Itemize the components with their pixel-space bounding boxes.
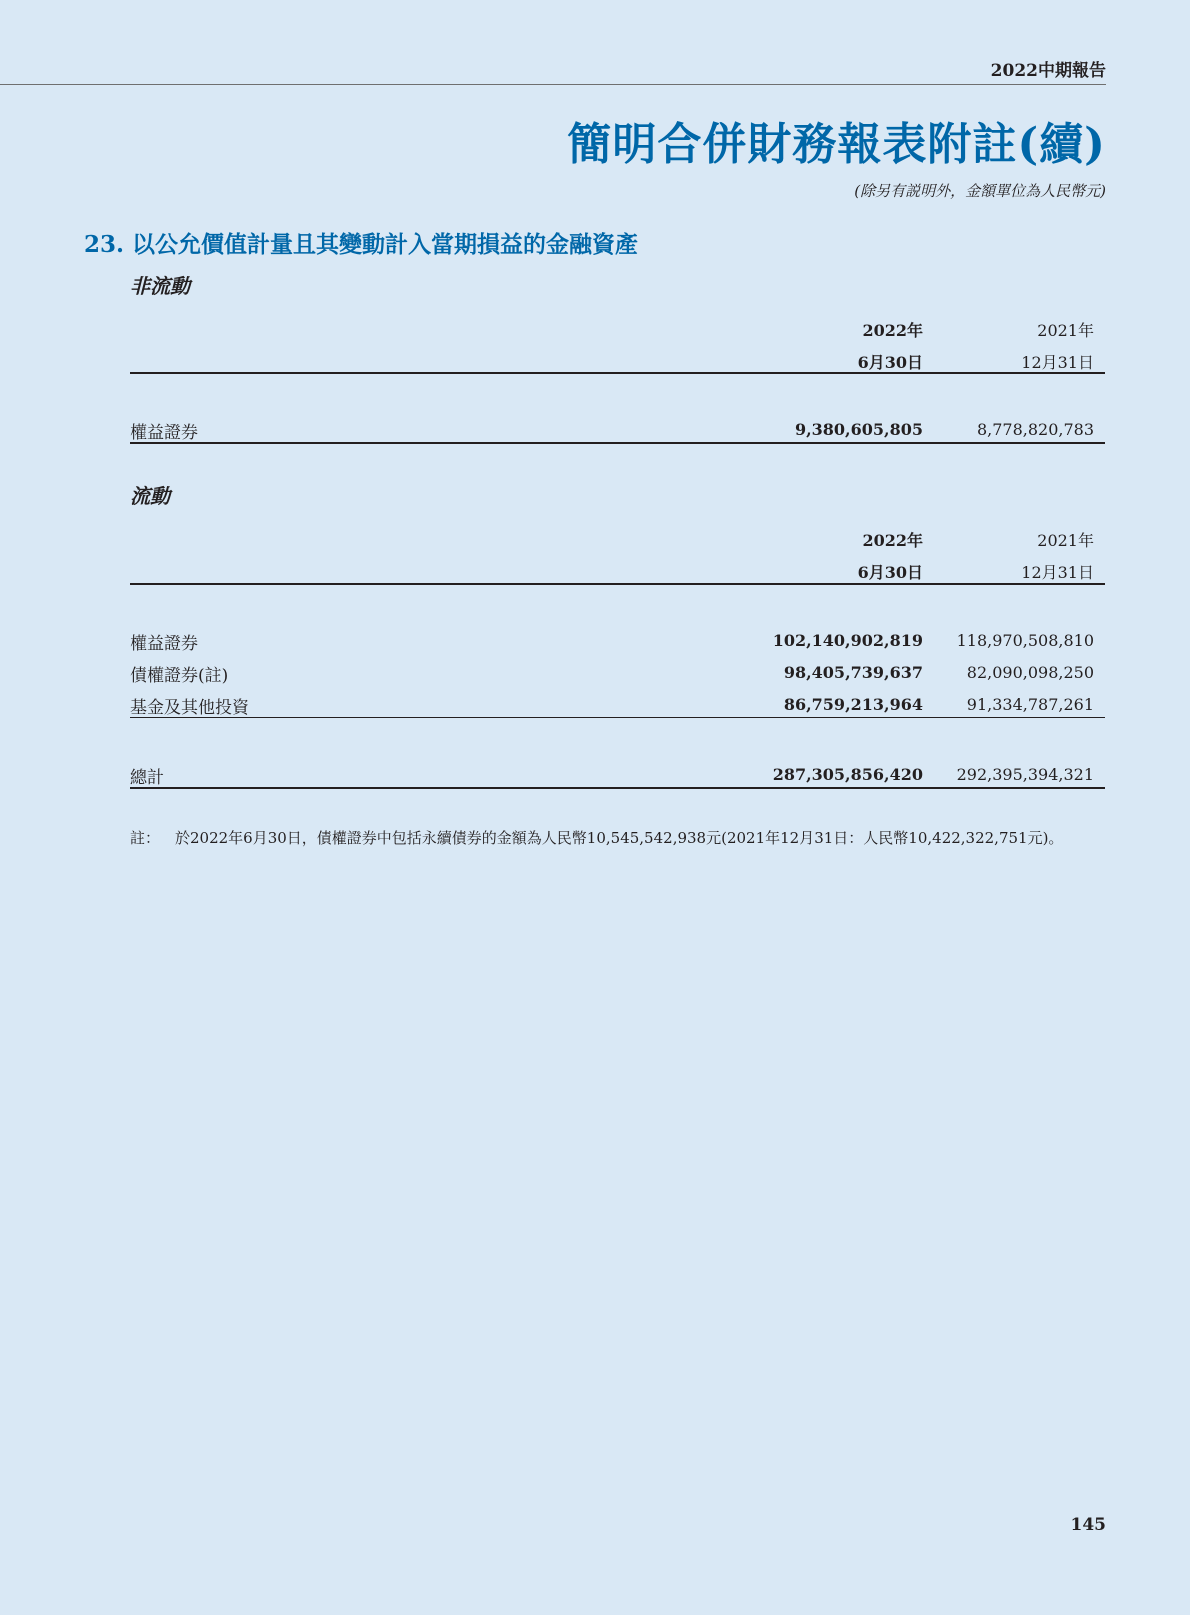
table-header-rule [130, 583, 1105, 585]
col-prior-year: 2021年 [1037, 531, 1094, 550]
col-prior-date: 12月31日 [1021, 563, 1094, 582]
total-prior-value: 292,395,394,321 [956, 765, 1094, 784]
non-current-heading: 非流動 [130, 274, 190, 298]
row-current-value: 102,140,902,819 [772, 631, 923, 650]
row-prior-value: 8,778,820,783 [976, 420, 1094, 439]
current-heading: 流動 [130, 484, 170, 508]
subtotal-rule [130, 717, 1105, 718]
table-total-rule [130, 442, 1105, 444]
row-prior-value: 91,334,787,261 [966, 695, 1094, 714]
col-current-date: 6月30日 [857, 563, 923, 582]
row-label: 基金及其他投資 [130, 698, 249, 718]
section-heading [84, 226, 638, 259]
page-title: 簡明合併財務報表附註(續) [567, 119, 1106, 170]
col-prior-year: 2021年 [1037, 321, 1094, 340]
footnote-text: 於2022年6月30日，債權證券中包括永續債券的金額為人民幣10,545,542,938元(2021年12月31日：人民幣10,422,322,751元)。 [175, 829, 1064, 847]
section-number: 23. [84, 231, 125, 258]
footnote-tag: 註： [130, 829, 161, 847]
col-current-year: 2022年 [862, 531, 923, 550]
col-current-date: 6月30日 [857, 353, 923, 372]
row-current-value: 86,759,213,964 [783, 695, 923, 714]
row-label: 權益證券 [130, 423, 198, 443]
row-label: 權益證券 [130, 634, 198, 654]
report-name: 2022中期報告 [990, 61, 1106, 81]
col-current-year: 2022年 [862, 321, 923, 340]
page-number: 145 [1070, 1515, 1106, 1535]
row-prior-value: 82,090,098,250 [966, 663, 1094, 682]
row-current-value: 9,380,605,805 [794, 420, 923, 439]
row-label: 債權證券(註) [130, 666, 229, 686]
table-header-rule [130, 372, 1105, 374]
page-subtitle: (除另有説明外，金額單位為人民幣元) [854, 182, 1106, 200]
total-label: 總計 [130, 768, 164, 788]
header-rule [0, 84, 1106, 85]
footnote [130, 827, 1063, 848]
row-current-value: 98,405,739,637 [783, 663, 923, 682]
col-prior-date: 12月31日 [1021, 353, 1094, 372]
total-current-value: 287,305,856,420 [772, 765, 923, 784]
table-total-rule [130, 787, 1105, 789]
row-prior-value: 118,970,508,810 [956, 631, 1094, 650]
section-title: 以公允價值計量且其變動計入當期損益的金融資產 [132, 231, 638, 258]
